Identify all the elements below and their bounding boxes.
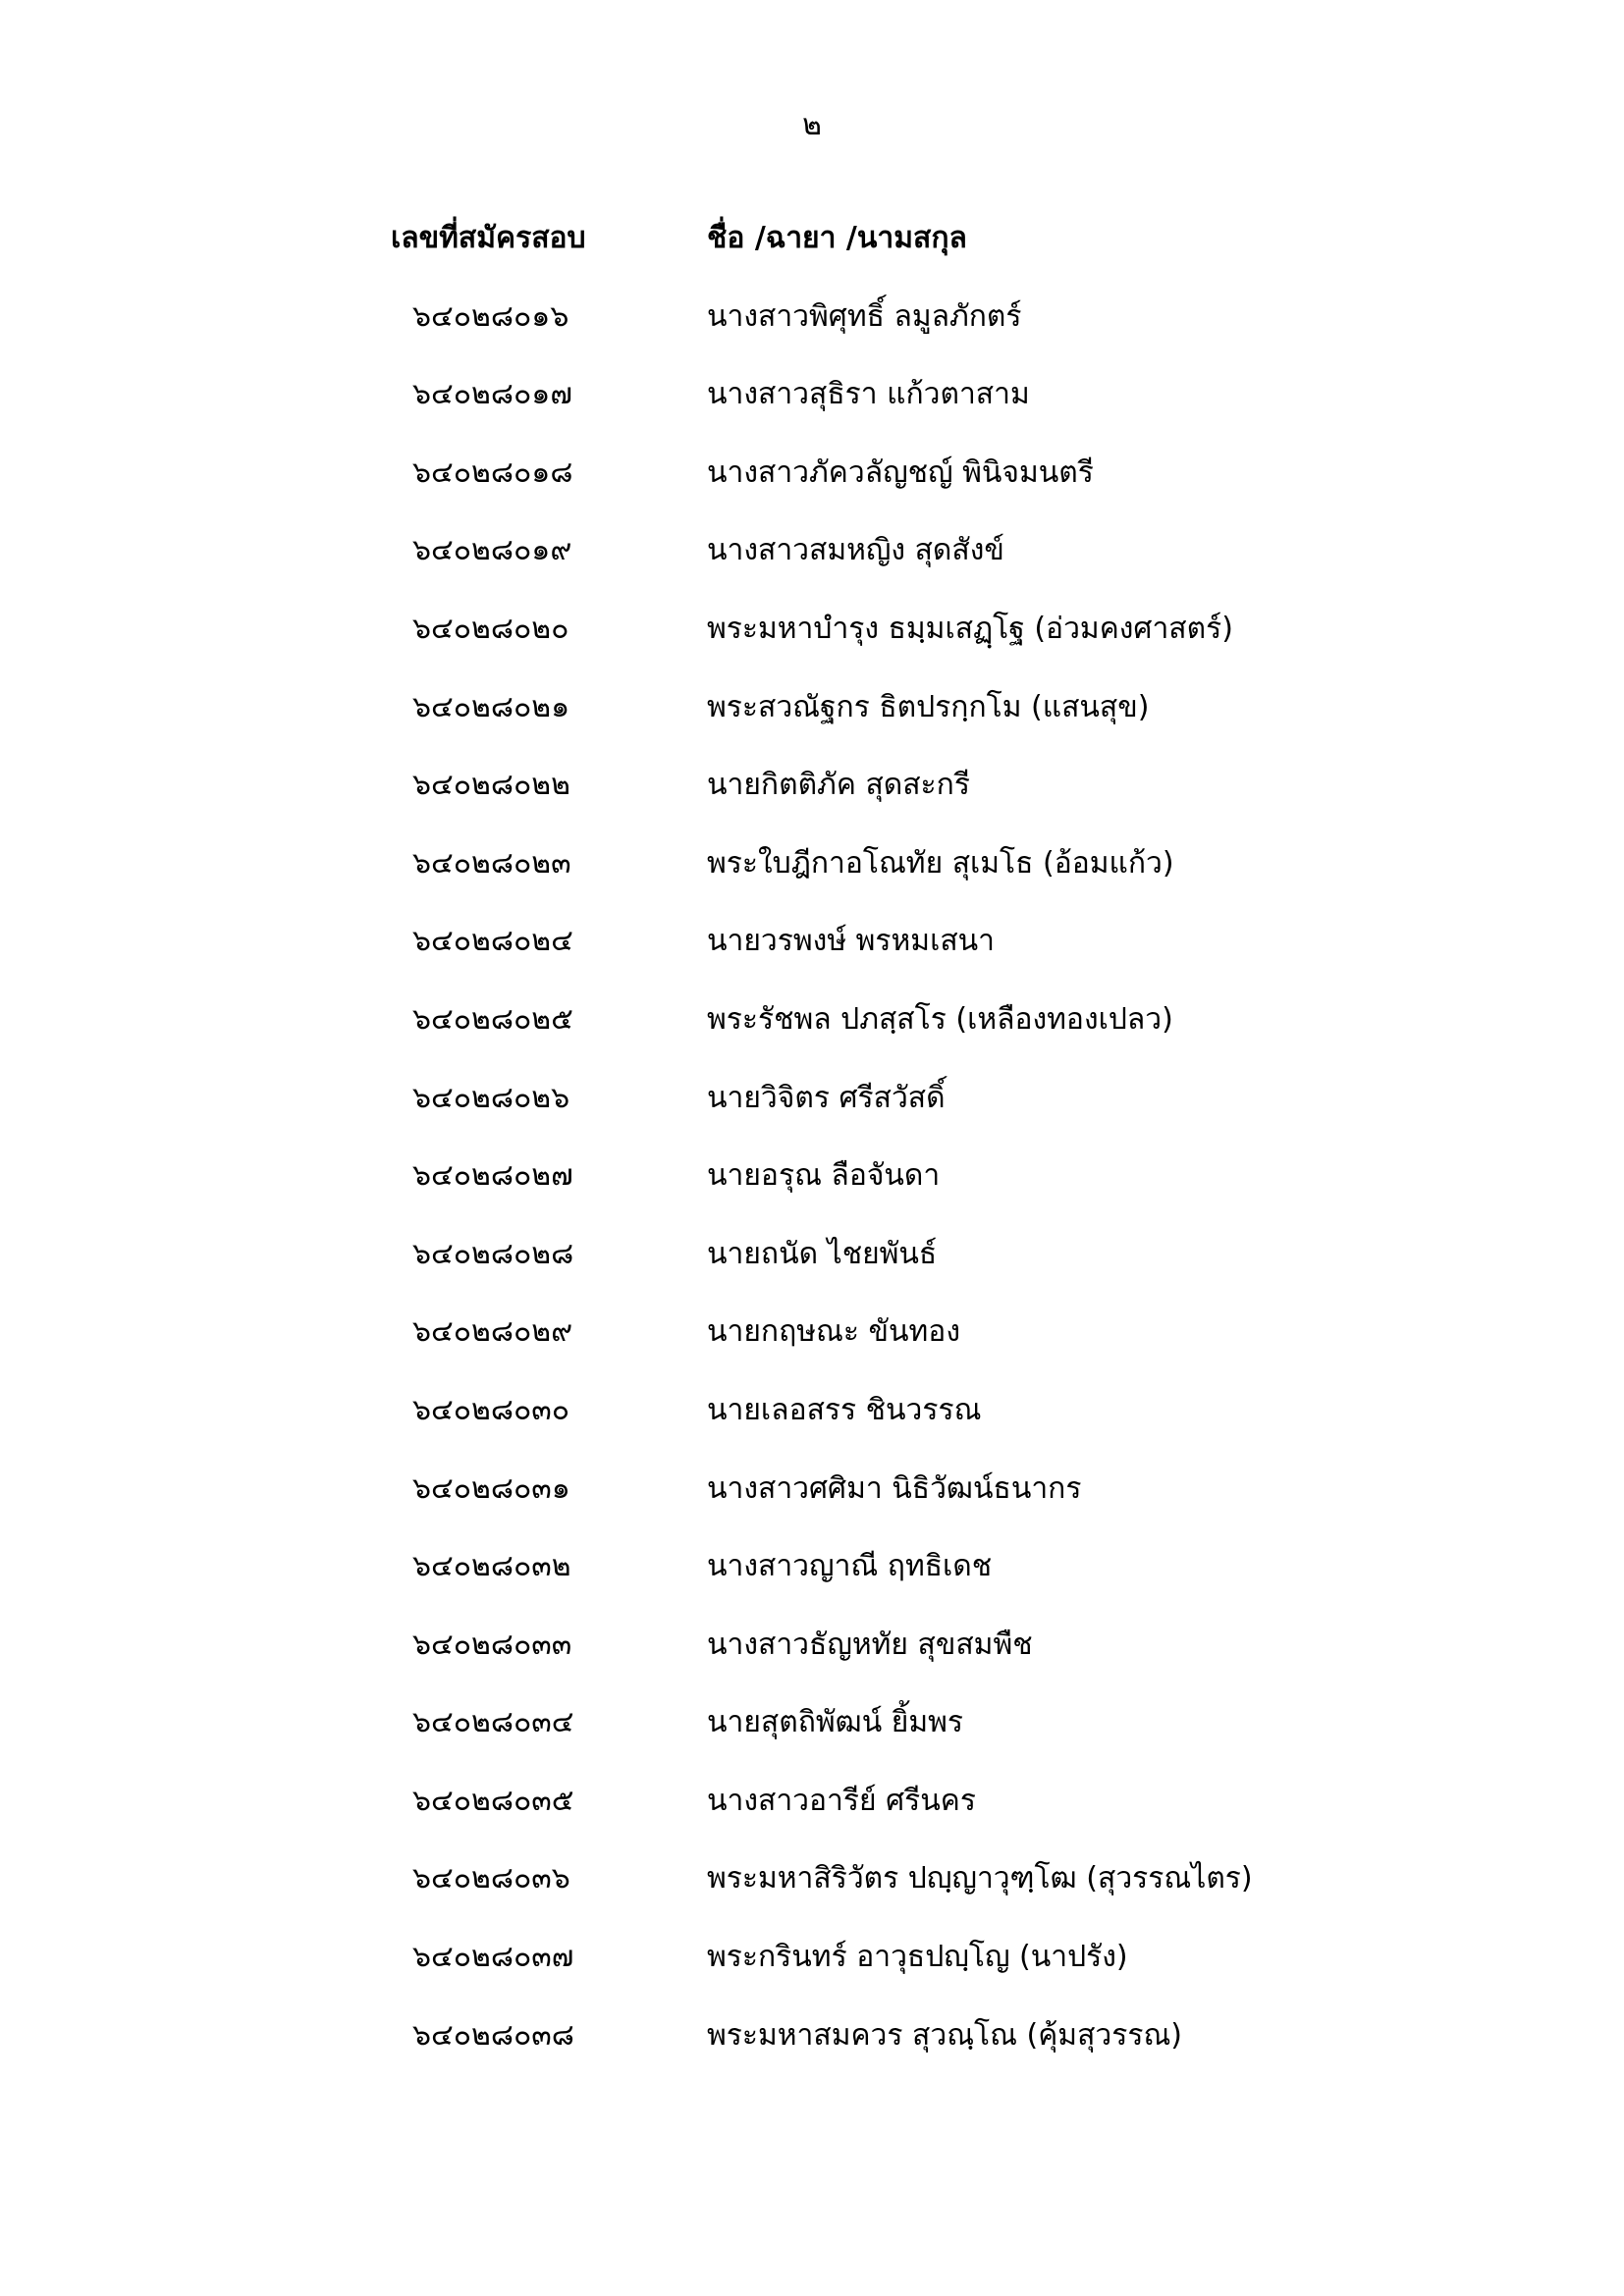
list-item <box>0 1933 1624 2011</box>
applicant-id: ๖๔๐๒๘๐๒๓ <box>412 845 571 881</box>
applicant-name: นายเลอสรร ชินวรรณ <box>707 1392 982 1427</box>
column-header-row <box>0 214 1624 293</box>
applicant-name: นางสาวสมหญิง สุดสังข์ <box>707 533 1004 568</box>
list-item <box>0 1308 1624 1386</box>
list-item <box>0 449 1624 527</box>
applicant-name: นางสาวอารีย์ ศรีนคร <box>707 1783 976 1818</box>
applicant-id: ๖๔๐๒๘๐๒๘ <box>412 1236 574 1271</box>
applicant-name: พระรัชพล ปภสฺสโร (เหลืองทองเปลว) <box>707 1001 1173 1037</box>
applicant-name: พระมหาสิริวัตร ปญฺญาวุฑฺโฒ (สุวรรณไตร) <box>707 1861 1253 1896</box>
header-applicant-id: เลขที่สมัครสอบ <box>391 221 586 255</box>
list-item <box>0 1854 1624 1933</box>
header-name: ชื่อ /ฉายา /นามสกุล <box>707 221 967 255</box>
applicant-name: นายวรพงษ์ พรหมเสนา <box>707 924 995 959</box>
applicant-name: นายถนัด ไชยพันธ์ <box>707 1236 938 1271</box>
applicant-name: นางสาวพิศุทธิ์ ลมูลภักตร์ <box>707 298 1022 334</box>
applicant-id: ๖๔๐๒๘๐๒๐ <box>412 611 569 646</box>
list-item <box>0 917 1624 995</box>
list-item <box>0 1698 1624 1777</box>
page-number: ๒ <box>802 108 822 142</box>
list-item <box>0 839 1624 918</box>
list-item <box>0 1777 1624 1855</box>
list-item <box>0 761 1624 839</box>
applicant-name: นายกฤษณะ ขันทอง <box>707 1314 960 1350</box>
applicant-rows <box>0 293 1624 2090</box>
applicant-id: ๖๔๐๒๘๐๑๗ <box>412 377 572 412</box>
list-item <box>0 526 1624 605</box>
applicant-name: นายสุตถิพัฒน์ ยิ้มพร <box>707 1705 964 1740</box>
list-item <box>0 1230 1624 1308</box>
applicant-name: พระกรินทร์ อาวุธปญฺโญ (นาปรัง) <box>707 1940 1128 1975</box>
applicant-name: นายกิตติภัค สุดสะกรี <box>707 768 970 803</box>
applicant-id: ๖๔๐๒๘๐๓๘ <box>412 2017 574 2053</box>
applicant-id: ๖๔๐๒๘๐๑๖ <box>412 298 569 334</box>
applicant-id: ๖๔๐๒๘๐๑๙ <box>412 533 572 568</box>
applicant-name: นายอรุณ ลือจันดา <box>707 1158 941 1194</box>
applicant-name: นางสาวศศิมา นิธิวัฒน์ธนากร <box>707 1470 1082 1506</box>
applicant-id: ๖๔๐๒๘๐๓๓ <box>412 1627 572 1662</box>
applicant-name: นายวิจิตร ศรีสวัสดิ์ <box>707 1080 946 1115</box>
list-item <box>0 683 1624 762</box>
list-item <box>0 605 1624 683</box>
applicant-name: พระมหาสมควร สุวณฺโณ (คุ้มสุวรรณ) <box>707 2017 1182 2053</box>
applicant-name: นางสาวธัญหทัย สุขสมพืช <box>707 1627 1033 1662</box>
applicant-list <box>0 214 1624 2089</box>
applicant-id: ๖๔๐๒๘๐๓๑ <box>412 1470 570 1506</box>
list-item <box>0 2011 1624 2090</box>
applicant-id: ๖๔๐๒๘๐๓๕ <box>412 1783 574 1818</box>
applicant-id: ๖๔๐๒๘๐๒๑ <box>412 689 570 724</box>
list-item <box>0 370 1624 449</box>
list-item <box>0 1074 1624 1152</box>
list-item <box>0 1386 1624 1465</box>
list-item <box>0 1621 1624 1699</box>
applicant-id: ๖๔๐๒๘๐๒๖ <box>412 1080 570 1115</box>
applicant-name: นางสาวญาณี ฤทธิเดช <box>707 1549 993 1584</box>
applicant-name: พระใบฎีกาอโณทัย สุเมโธ (อ้อมแก้ว) <box>707 845 1174 881</box>
list-item <box>0 293 1624 371</box>
applicant-id: ๖๔๐๒๘๐๓๖ <box>412 1861 570 1896</box>
applicant-id: ๖๔๐๒๘๐๒๔ <box>412 924 573 959</box>
applicant-name: พระสวณัฐกร ธิตปรกฺกโม (แสนสุข) <box>707 689 1150 724</box>
applicant-id: ๖๔๐๒๘๐๒๕ <box>412 1001 573 1037</box>
applicant-id: ๖๔๐๒๘๐๒๙ <box>412 1314 573 1350</box>
list-item <box>0 1542 1624 1621</box>
applicant-id: ๖๔๐๒๘๐๓๐ <box>412 1392 570 1427</box>
list-item <box>0 1151 1624 1230</box>
applicant-name: นางสาวสุธิรา แก้วตาสาม <box>707 377 1030 412</box>
list-item <box>0 1465 1624 1543</box>
applicant-name: นางสาวภัควลัญชญ์ พินิจมนตรี <box>707 454 1094 490</box>
applicant-id: ๖๔๐๒๘๐๒๒ <box>412 768 570 803</box>
applicant-id: ๖๔๐๒๘๐๓๗ <box>412 1940 574 1975</box>
applicant-id: ๖๔๐๒๘๐๓๔ <box>412 1705 574 1740</box>
applicant-id: ๖๔๐๒๘๐๓๒ <box>412 1549 571 1584</box>
list-item <box>0 995 1624 1074</box>
applicant-id: ๖๔๐๒๘๐๒๗ <box>412 1158 573 1194</box>
applicant-id: ๖๔๐๒๘๐๑๘ <box>412 454 573 490</box>
applicant-name: พระมหาบำรุง ธมฺมเสฏฺโฐ (อ่วมคงศาสตร์) <box>707 611 1233 646</box>
